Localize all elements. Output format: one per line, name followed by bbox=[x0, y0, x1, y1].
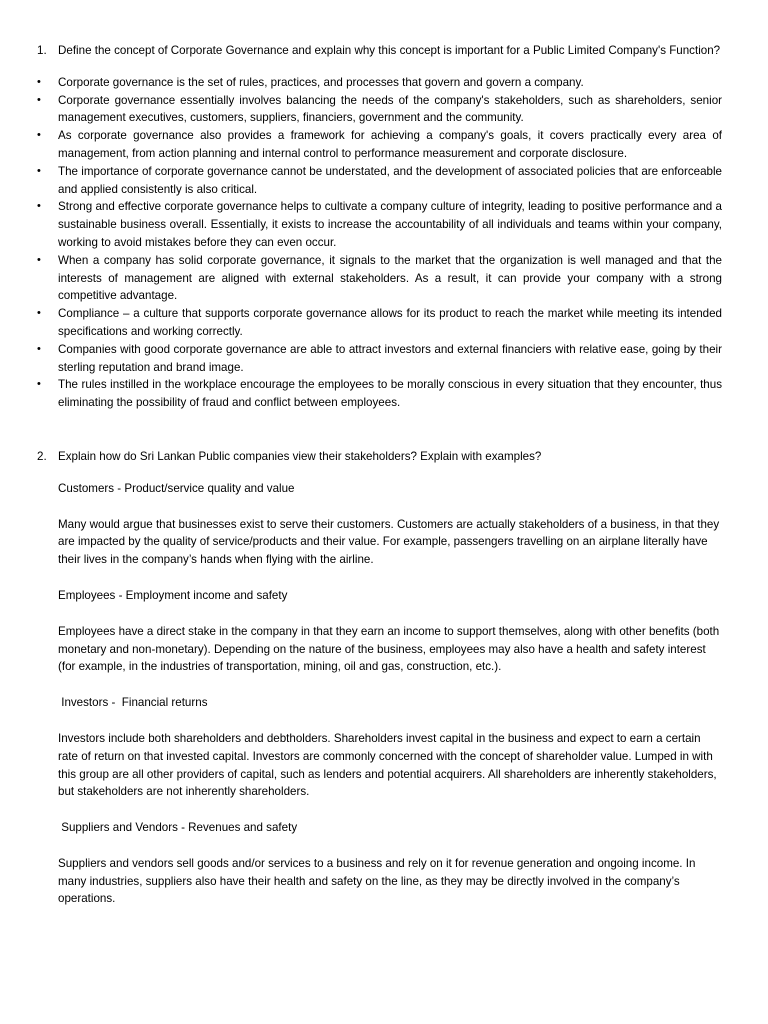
list-item bbox=[37, 163, 722, 199]
stakeholder-section-suppliers bbox=[58, 819, 722, 908]
question-1-answer-list bbox=[37, 74, 722, 412]
list-item bbox=[37, 305, 722, 341]
list-item-text: When a company has solid corporate governance, it signals to the market that the organization is well managed and that the interests of management are aligned with external stakeholders. As a result, it can provide your company with a strong competitive advantage. bbox=[58, 253, 722, 303]
bullet-icon: • bbox=[37, 129, 41, 142]
question-1 bbox=[37, 42, 722, 60]
list-item-text: The rules instilled in the workplace encourage the employees to be morally conscious in every situation that they encounter, thus eliminating the possibility of fraud and conflict between employees. bbox=[58, 378, 722, 410]
section-heading: Suppliers and Vendors - Revenues and safety bbox=[58, 821, 298, 835]
question-2 bbox=[37, 448, 722, 466]
list-item bbox=[37, 127, 722, 163]
list-item bbox=[37, 198, 722, 251]
stakeholder-section-customers bbox=[58, 480, 722, 569]
list-item bbox=[37, 252, 722, 305]
section-body: Many would argue that businesses exist to serve their customers. Customers are actually stakeholders of a business, in that they are impacted by the quality of service/products and their value. For example, passengers travelling on an airplane literally have their lives in the company’s hands when flying with the airline. bbox=[58, 517, 720, 567]
question-2-text: Explain how do Sri Lankan Public companies view their stakeholders? Explain with examples? bbox=[58, 449, 542, 463]
list-item-text: Corporate governance essentially involves balancing the needs of the company's stakeholders, such as shareholders, senior management executives, customers, suppliers, financiers, government and the community. bbox=[58, 93, 722, 125]
stakeholder-section-investors bbox=[58, 694, 722, 801]
bullet-icon: • bbox=[37, 93, 41, 106]
section-body: Investors include both shareholders and debtholders. Shareholders invest capital in the business and expect to earn a certain rate of return on that invested capital. Investors are commonly concerned with the concept of shareholder value. Lumped in with this group are all other providers of capital, such as lenders and potential acquirers. All shareholders are inherently stakeholders, but stakeholders are not inherently shareholders. bbox=[58, 731, 717, 799]
bullet-icon: • bbox=[37, 253, 41, 266]
section-body: Suppliers and vendors sell goods and/or services to a business and rely on it for revenue generation and ongoing income. In many industries, suppliers also have their health and safety on the line, as they may be directly involved in the company’s operations. bbox=[58, 856, 696, 906]
question-1-text: Define the concept of Corporate Governance and explain why this concept is important for a Public Limited Company's Function? bbox=[58, 44, 721, 57]
stakeholder-section-employees bbox=[58, 587, 722, 676]
list-item bbox=[37, 92, 722, 128]
list-item-text: Compliance – a culture that supports corporate governance allows for its product to reach the market while meeting its intended specifications and working correctly. bbox=[58, 307, 722, 338]
section-heading: Investors - Financial returns bbox=[58, 696, 208, 710]
section-heading: Employees - Employment income and safety bbox=[58, 588, 288, 602]
list-item bbox=[37, 74, 722, 92]
bullet-icon: • bbox=[37, 307, 41, 320]
list-item bbox=[37, 341, 722, 377]
bullet-icon: • bbox=[37, 164, 41, 177]
section-spacer bbox=[37, 412, 722, 448]
list-item-text: As corporate governance also provides a framework for achieving a company's goals, it covers practically every area of management, from action planning and internal control to performance measurement and corporate disclosure. bbox=[58, 129, 722, 160]
bullet-icon: • bbox=[37, 342, 41, 355]
bullet-icon: • bbox=[37, 75, 41, 88]
list-item-text: Corporate governance is the set of rules, practices, and processes that govern and govern a company. bbox=[58, 75, 584, 89]
bullet-icon: • bbox=[37, 200, 41, 213]
list-item-text: The importance of corporate governance cannot be understated, and the development of associated policies that are enforceable and applied consistently is also critical. bbox=[58, 164, 722, 196]
bullet-icon: • bbox=[37, 378, 41, 391]
question-2-number: 2. bbox=[37, 449, 47, 463]
list-item-text: Companies with good corporate governance are able to attract investors and external financiers with relative ease, going by their sterling reputation and brand image. bbox=[58, 342, 722, 374]
list-item-text: Strong and effective corporate governance helps to cultivate a company culture of integrity, leading to positive performance and a sustainable business overall. Essentially, it exists to increase the accountability of all individuals and teams within your company, working to avoid mistakes before they can even occur. bbox=[58, 200, 722, 249]
section-heading: Customers - Product/service quality and value bbox=[58, 481, 295, 495]
list-item bbox=[37, 376, 722, 412]
question-1-number: 1. bbox=[37, 44, 47, 57]
section-body: Employees have a direct stake in the company in that they earn an income to support themselves, along with other benefits (both monetary and non-monetary). Depending on the nature of the business, employees may also have a health and safety interest (for example, in the industries of transportation, mining, oil and gas, construction, etc.). bbox=[58, 624, 720, 674]
